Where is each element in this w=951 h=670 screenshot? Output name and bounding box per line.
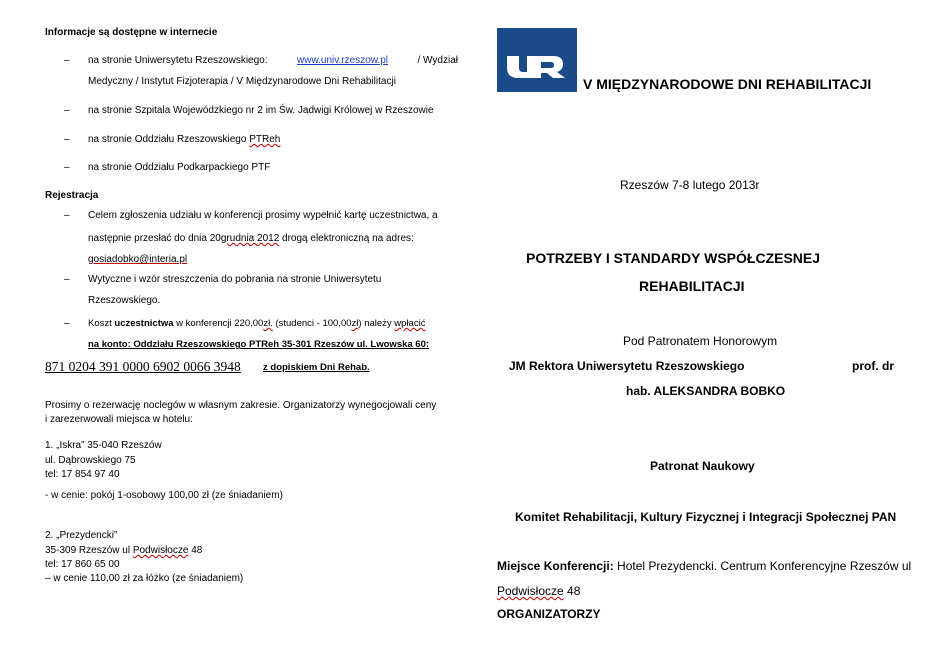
- rector-name: JM Rektora Uniwersytetu Rzeszowskiego: [509, 359, 745, 373]
- info-item-text: / Wydział: [417, 55, 458, 66]
- prof-title: prof. dr: [852, 359, 894, 373]
- account-number-value: 871 0204 391 0000 6902 0066 3948: [45, 359, 241, 374]
- fee-text: (studenci - 100,00: [272, 318, 352, 329]
- dash-bullet: –: [64, 55, 70, 66]
- dash-bullet: –: [64, 274, 70, 285]
- hotel2-street-text: 35-309 Rzeszów ul: [45, 545, 133, 556]
- hotel2-tel: tel: 17 860 65 00: [45, 559, 120, 570]
- fee-text: zł.: [263, 318, 273, 329]
- info-item-text: na stronie Uniwersytetu Rzeszowskiego:: [88, 55, 268, 66]
- venue-label: Miejsce Konferencji:: [497, 559, 614, 573]
- event-title: V MIĘDZYNARODOWE DNI REHABILITACJI: [583, 76, 872, 92]
- committee-name: Komitet Rehabilitacji, Kultury Fizycznej i Integracji Społecznej PAN: [515, 510, 897, 524]
- hotel1-price: - w cenie: pokój 1-osobowy 100,00 zł (ze śniadaniem): [45, 490, 283, 501]
- info-heading: Informacje są dostępne w internecie: [45, 27, 218, 38]
- registration-email[interactable]: gosiadobko@interia.pl: [88, 254, 188, 265]
- venue-text: Hotel Prezydencki. Centrum Konferencyjne Rzeszów ul: [613, 559, 912, 573]
- venue-street-text: Podwisłocze: [497, 584, 564, 598]
- account-suffix: [263, 362, 370, 373]
- event-date: Rzeszów 7-8 lutego 2013r: [620, 178, 760, 192]
- hotel1-street: ul. Dąbrowskiego 75: [45, 455, 136, 466]
- hotel-intro: i zarezerwowali miejsca w hotelu:: [45, 414, 193, 425]
- account-number: [45, 359, 241, 375]
- fee-text: ) należy: [358, 318, 395, 329]
- account-holder-text: 35-301 Rzeszów ul. Lwowska 60:: [279, 339, 430, 350]
- account-holder-text: na konto:: [88, 339, 131, 350]
- registration-date: grudnia 2012: [220, 233, 280, 244]
- registration-text: Celem zgłoszenia udziału w konferencji prosimy wypełnić kartę uczestnictwa, a: [88, 210, 438, 221]
- fee-text: wpłacić: [394, 318, 426, 329]
- dash-bullet: –: [64, 105, 70, 116]
- guidelines-text: Rzeszowskiego.: [88, 295, 161, 306]
- fee-text: zł: [351, 318, 359, 329]
- main-title-line2: REHABILITACJI: [639, 278, 745, 294]
- info-item-hospital: na stronie Szpitala Wojewódzkiego nr 2 im Św. Jadwigi Królowej w Rzeszowie: [88, 105, 434, 116]
- hotel1-tel: tel: 17 854 97 40: [45, 469, 120, 480]
- dash-bullet: –: [64, 134, 70, 145]
- info-item-text: Medyczny / Instytut Fizjoterapia / V Międzynarodowe Dni Rehabilitacji: [88, 76, 396, 87]
- fee-text: uczestnictwa: [114, 318, 174, 329]
- hotel-intro: Prosimy o rezerwację noclegów w własnym zakresie. Organizatorzy wynegocjowali ceny: [45, 400, 437, 411]
- fee-text: w konferencji 220,00: [173, 318, 264, 329]
- fee-text: [88, 318, 425, 329]
- info-item-text: na stronie Oddziału Rzeszowskiego: [88, 134, 247, 145]
- registration-text: [88, 233, 414, 244]
- account-holder: [88, 339, 429, 350]
- organizers-heading: ORGANIZATORZY: [497, 607, 601, 621]
- logo-graphic: [497, 28, 577, 92]
- info-item-text: PTReh: [249, 134, 281, 145]
- info-item-ptreh: [88, 134, 280, 145]
- registration-text: następnie przesłać do dnia 20: [88, 233, 221, 244]
- venue-street-text: 48: [563, 584, 581, 598]
- scientific-patronage-label: Patronat Naukowy: [650, 459, 755, 473]
- registration-heading: Rejestracja: [45, 190, 99, 201]
- account-suffix-text: Rehab.: [337, 362, 370, 373]
- prof-name: hab. ALEKSANDRA BOBKO: [626, 384, 786, 398]
- hotel2-street: [45, 545, 202, 556]
- fee-text: Koszt: [88, 318, 115, 329]
- registration-text: drogą elektroniczną na adres:: [279, 233, 414, 244]
- dash-bullet: –: [64, 318, 70, 329]
- dash-bullet: –: [64, 210, 70, 221]
- university-link[interactable]: www.univ.rzeszow.pl: [297, 55, 388, 66]
- account-holder-text: Oddziału Rzeszowskiego: [130, 339, 249, 350]
- hotel1-name: 1. „Iskra” 35-040 Rzeszów: [45, 440, 162, 451]
- hotel2-name: 2. „Prezydencki”: [45, 530, 118, 541]
- account-suffix-text: z dopiskiem Dni: [263, 362, 338, 373]
- venue: [497, 559, 911, 573]
- guidelines-text: Wytyczne i wzór streszczenia do pobrania na stronie Uniwersytetu: [88, 274, 382, 285]
- university-logo: [497, 28, 577, 92]
- hotel2-street-text: 48: [188, 545, 203, 556]
- account-holder-text: PTReh: [249, 339, 280, 350]
- dash-bullet: –: [64, 162, 70, 173]
- hotel2-street-text: Podwisłocze: [132, 545, 189, 556]
- venue-street: [497, 584, 580, 598]
- hotel2-price: – w cenie 110,00 zł za łóżko (ze śniadaniem): [45, 573, 244, 584]
- info-item-university: [88, 55, 458, 66]
- patronage-label: Pod Patronatem Honorowym: [623, 334, 778, 348]
- main-title-line1: POTRZEBY I STANDARDY WSPÓŁCZESNEJ: [526, 250, 821, 266]
- info-item-ptf: na stronie Oddziału Podkarpackiego PTF: [88, 162, 271, 173]
